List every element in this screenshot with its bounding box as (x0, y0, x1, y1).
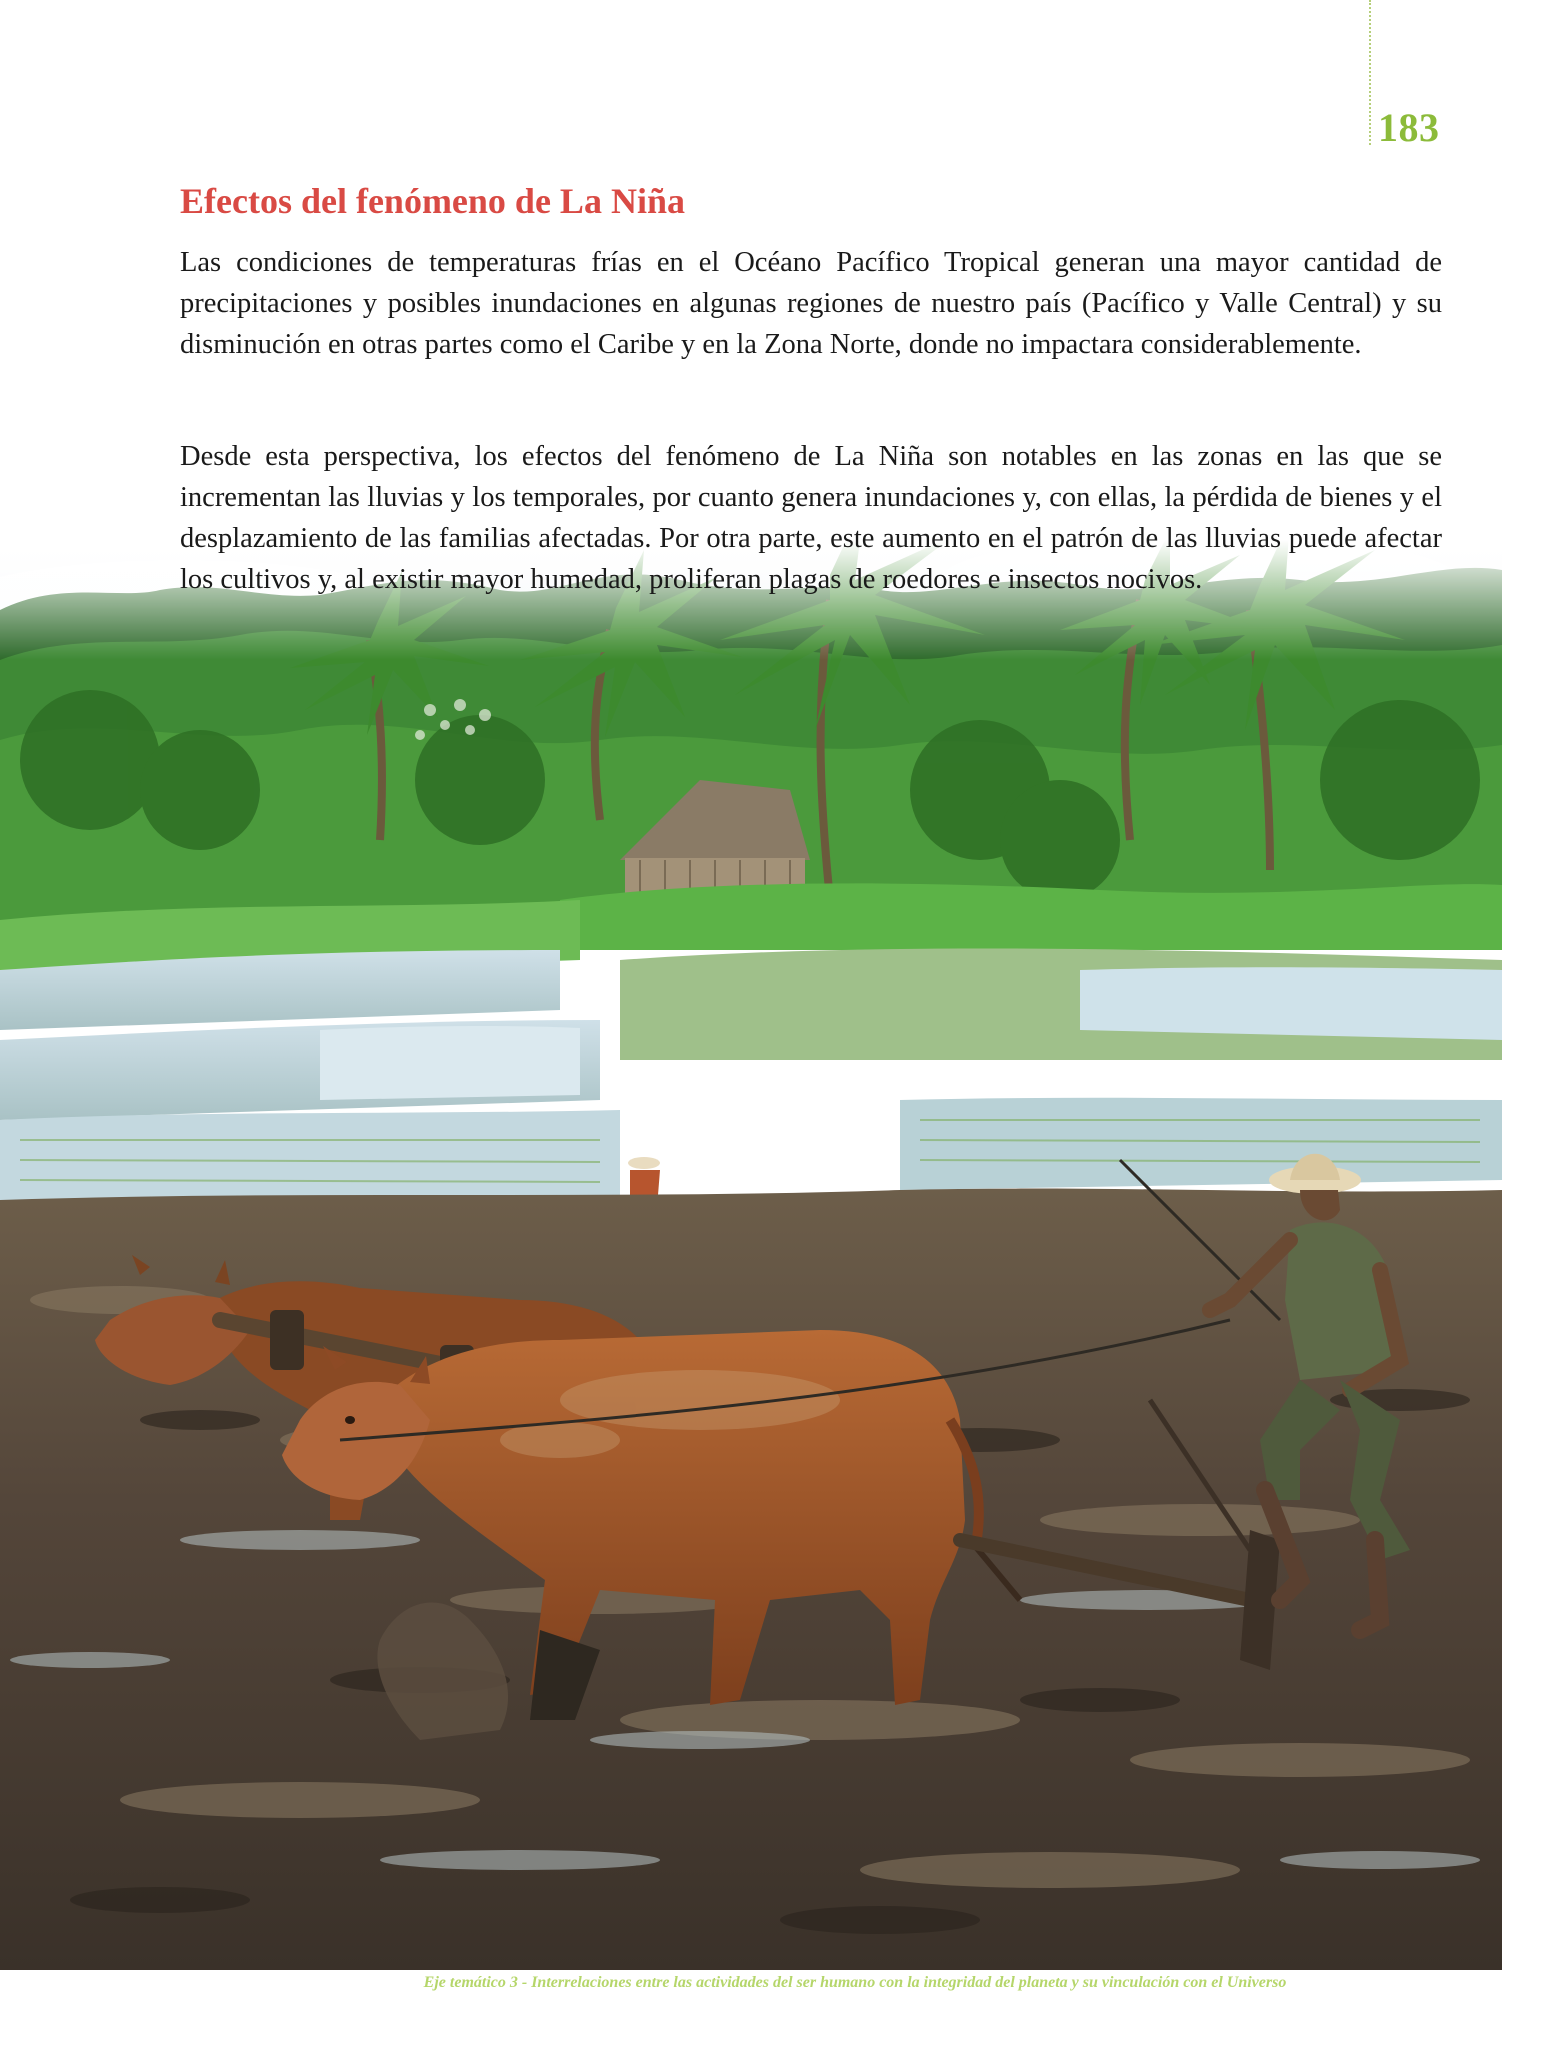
footer-caption: Eje temático 3 - Interrelaciones entre las actividades del ser humano con la integridad del planeta y su vinculación con el Universo (423, 1974, 1287, 1991)
section-heading: Efectos del fenómeno de La Niña (180, 181, 685, 221)
page-number-divider (1369, 0, 1371, 145)
paragraph: Las condiciones de temperaturas frías en el Océano Pacífico Tropical generan una mayor cantidad de precipitaciones y posibles inundaciones en algunas regiones de nuestro país (Pacífico y Valle Central) y su disminución en otras partes como el Caribe y en la Zona Norte, donde no impactara considerablemente. (180, 247, 1442, 360)
paragraph: Desde esta perspectiva, los efectos del fenómeno de La Niña son notables en las zonas en las que se incrementan las lluvias y los temporales, por cuanto genera inundaciones y, con ellas, la pérdida de bienes y el desplazamiento de las familias afectadas. Por otra parte, este aumento en el patrón de las lluvias puede afectar los cultivos y, al existir mayor humedad, proliferan plagas de roedores e insectos nocivos. (180, 441, 1442, 595)
page-number: 183 (1378, 105, 1440, 150)
rice-paddy-plowing-photo (0, 540, 1502, 1970)
